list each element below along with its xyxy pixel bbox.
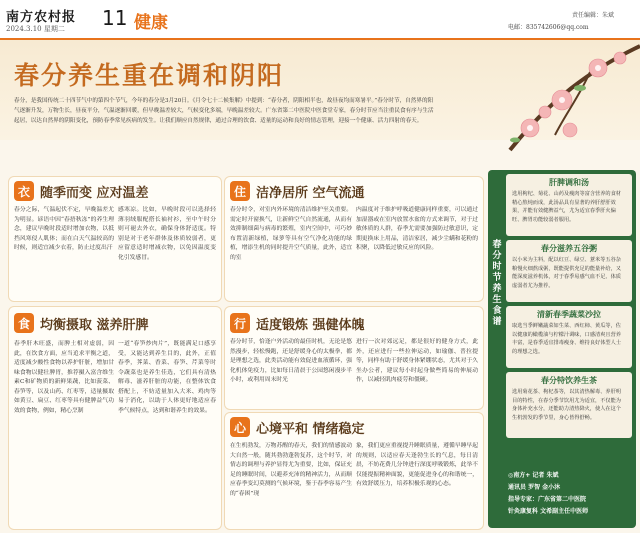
section-header-mind (230, 416, 476, 438)
section-header-diet (14, 312, 214, 334)
section-title: 适度锻炼 强健体魄 (256, 317, 365, 333)
recipe-card (506, 372, 632, 438)
section-header-housing (230, 180, 476, 202)
section-badge: 住 (230, 181, 250, 201)
recipe-card (506, 306, 632, 368)
header (0, 0, 640, 40)
section-title: 随季而变 应对温差 (40, 185, 149, 201)
section-header-exercise (230, 312, 476, 334)
section-badge: 衣 (14, 181, 34, 201)
recipe-card (506, 174, 632, 236)
credit-line: 指导专家：广东省第二中医院 (508, 496, 587, 503)
section-title: 洁净居所 空气流通 (256, 185, 365, 201)
credit-line: 通讯员 罗智 金小沐 (508, 484, 561, 491)
recipe-body: 选用菊花茶、枸杞茶等，以其清热解毒、养肝明目的特性，在春分季节饮用尤为适宜，不仅能为身体补充水分，还能助力清热降火，使人在这个生机勃发的季节里，身心皆得舒畅。 (512, 389, 621, 421)
recipe-body: 以小米为主料，配以红豆、绿豆、薏米等五谷杂粮慢火细熬成粥，既能提供充足的能量补给，又能深度滋养机体，对于春季易感气血不足、体质虚弱者尤为推荐。 (512, 257, 621, 289)
recipe-panel-label: 春分时节养生食谱 (492, 240, 502, 327)
article-intro: 春分，是我国传统二十四节气中的第四个节气，今年的春分是3月20日。《月令七十二候集解》中提到：“春分者，阴阳相半也，故昼夜均而寒暑平。”春分时节，自然界的阳气逐渐升发，万物生长，昼夜平分，气温逐渐回暖，但早晚温差较大，气候变化多端，早晚温差较大。广东省第二中医院中医食堂专家，春分时节应当注重民食有序与生活起居，以达自然界的阴阳变化，预防春季常见疾病的发生。让我们顺应自然规律，通过合理的饮食、适量的运动和良好的情志管理，迎接一个健康、活力四射的春天。 (14, 98, 434, 124)
section-text: 一道“春笋炒肉片”，既能满足口感享受，又能达到养生目的，此外，正值春季，荠菜、香菜、春笋、芹菜等时令蔬菜也是养生佳选，它们具有清热解毒、滋养肝脏的功能，在整体饮食搭配上，不妨适量加入大米、鸡肉等易于消化，以助于人体更好地适应春季气候特点，达到和谐养生的效果。 (118, 341, 216, 414)
editor-credit: 责任编辑：朱斌 (572, 12, 615, 19)
page-number: 11 (102, 6, 128, 30)
section-text: 进行一次对郊远足，都是很好的健身方式，此外，还应进行一些拉伸运动，如瑜伽、普拉提等，同样有助于舒缓身体紧绷状态，尤其对于久坐办公者，建议每小时起身做些简易的伸展动作，以减轻肌肉疲劳和僵硬。 (356, 339, 478, 383)
section-text: 春分时节，恰逢户外活动的最佳时机，无论是悠然漫步，轻松慢跑，还是舒缓身心的太极拳，都是理想之选，此类活动能有效促进血液循环，强化机体免疫力，比如每日清晨于公园悠闲漫步半小时，或利用周末时光 (230, 339, 352, 383)
credit-line: 针灸康复科 文希副主任中医师 (508, 508, 589, 515)
section-text: 感寒凉。比如，早晚时段可以选择轻薄羽绒服配搭长袖衬衫，至中午时分则可褪去外衣，确保身体舒适度。特别是对于老年群体及体质较弱者，更应留意适时增减衣物，以免因温度变化引发感冒。 (118, 207, 216, 261)
recipe-title: 清新春季蔬菜沙拉 (537, 310, 601, 319)
article-title: 春分养生重在调和阴阳 (14, 61, 285, 90)
recipe-body: 取选当季鲜嫩蔬菜如生菜、西红柿、黄瓜等，佐以健康的橄榄油与柠檬汁调味，口感清爽且营养丰富，是春季适宜排毒瘦身、维持良好体型人士的理想之选。 (512, 323, 621, 355)
section-text: 春分时令，对室内外环境的清洁维护至关重要。需定时开窗换气，让新鲜空气自然流通，从而有效抑制细菌与病毒的繁殖，室内空间中，可巧妙布置清新绿植，绿萝等具有空气净化功能的绿植，增添生机的同时提升空气质量，此外，适宜的室 (230, 207, 352, 261)
issue-date: 2024.3.10 星期二 (6, 25, 65, 33)
recipe-title: 春分特饮养生茶 (541, 376, 597, 385)
editor-email: 电邮：835742606@qq.com (508, 24, 589, 31)
section-text: 春分之际，气温起伏不定，早晚温差尤为明显。谚语中因“春捂秋冻”的养生理念，建议早晚时段适时增加衣物，以抵挡风寒侵人肌体；而在白天气温较高的时候，则适宜减少衣着，防止过度出汗 (14, 207, 114, 251)
section-title: 均衡摄取 滋养肝脾 (40, 317, 149, 333)
recipe-body: 选用枸杞、菊花、山药及瘦肉等富含营养的食材精心熬炖而成，此汤品具有显著的养肝舒肝效果，并能有效健脾益气，尤为适宜春季肝火偏旺、脾胃功能较弱者服用。 (512, 191, 621, 223)
recipe-card (506, 240, 632, 302)
section-badge: 行 (230, 313, 250, 333)
section-badge: 心 (230, 417, 250, 437)
credit-line: ◎南方+ 记者 朱斌 (508, 472, 559, 479)
recipe-title: 肝脾调和汤 (549, 178, 589, 187)
section-name: 健康 (134, 13, 168, 33)
section-text: 内温度对于维护呼吸道健康同样重要，可以通过加湿器或在室内放置水盆的方式来调节，对于过敏体质的人群，春季尤需要加强防过敏意识，定期更换床上用品，清洁家居，减少尘螨和花粉的积聚，以降低过敏反应的风险。 (356, 207, 478, 251)
masthead: 南方农村报 (6, 10, 77, 25)
section-badge: 食 (14, 313, 34, 333)
section-text: 在生机勃发，万物苏醒的春天，我们的情感波动大自然一般，随其勃勃蓬勃复苏，这个时节，对情志的调理与养护显得尤为重要，比如，保证充足的睡眠时间，以避养充沛的精神活力，从而顺应春季变幻莫测的气候环境，鉴于春季容易产生的“春困”现 (230, 443, 352, 497)
blossom-illustration (470, 40, 640, 180)
section-header-clothing (14, 180, 214, 202)
section-text: 象，我们更应重视提升睡眠质量，遵循早睡早起的规则，以适应春天逢勃生长的气息，每日清晨，不妨花费几分钟进行深度呼吸锻炼，此举不仅能提振精神面貌，更能促进身心的和谐统一，有效舒缓压力，培养积极乐观的心态。 (356, 443, 478, 487)
recipe-title: 春分滋养五谷粥 (541, 244, 597, 253)
section-text: 春季肝木旺盛，而脾土相对虚弱，因此，在饮食方面，应当追求平衡之道，适度减少酸性食物以养护肝脏，增加甘味食物以健壮脾胃，推荐摄入富含维生素C和矿物质的新鲜果蔬，比如菠菜、春笋等，以及山药、红枣等，适量摄取如黄豆、扁豆、红枣等具有健脾益气功效的食物，例如，精心烹制 (14, 341, 114, 414)
section-title: 心境平和 情绪稳定 (256, 421, 365, 437)
